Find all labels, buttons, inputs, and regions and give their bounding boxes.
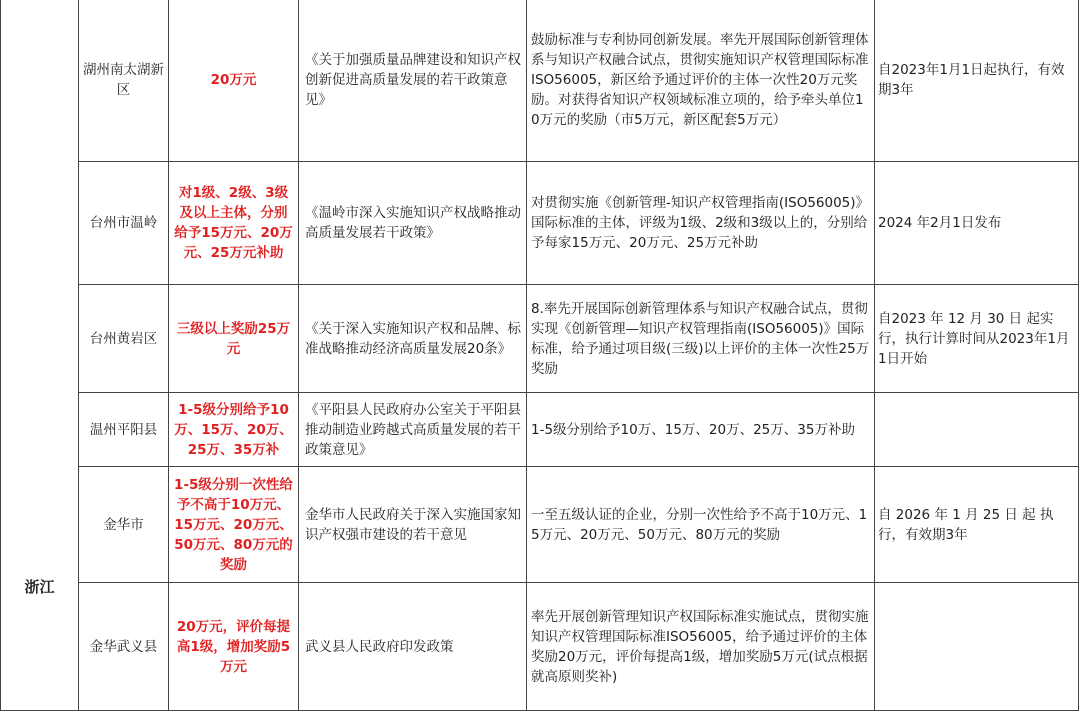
region-cell: 台州黄岩区 [79,285,169,393]
policy-cell: 武义县人民政府印发政策 [299,583,527,711]
table-row [1,583,1079,711]
policy-cell: 金华市人民政府关于深入实施国家知识产权强市建设的若干意见 [299,467,527,583]
province-cell [1,0,79,711]
date-cell [875,393,1079,467]
detail-cell: 鼓励标准与专利协同创新发展。率先开展国际创新管理体系与知识产权融合试点，贯彻实施知识产权管理国际标准ISO56005，新区给予通过评价的主体一次性20万元奖励。对获得省知识产权领域标准立项的，给予牵头单位10万元的奖励（市5万元，新区配套5万元） [527,0,875,162]
date-cell: 自 2026 年 1 月 25 日 起 执行，有效期3年 [875,467,1079,583]
detail-cell: 1-5级分别给予10万、15万、20万、25万、35万补助 [527,393,875,467]
policy-cell: 《温岭市深入实施知识产权战略推动高质量发展若干政策》 [299,162,527,285]
region-cell: 金华武义县 [79,583,169,711]
region-cell: 湖州南太湖新区 [79,0,169,162]
province-label: 浙江 [24,578,55,596]
region-cell: 台州市温岭 [79,162,169,285]
reward-cell: 1-5级分别给予10万、15万、20万、25万、35万补 [169,393,299,467]
reward-cell: 20万元，评价每提高1级，增加奖励5万元 [169,583,299,711]
date-cell: 自2023年1月1日起执行，有效期3年 [875,0,1079,162]
detail-cell: 8.率先开展国际创新管理体系与知识产权融合试点，贯彻实现《创新管理—知识产权管理指南(ISO56005)》国际标准，给予通过项目级(三级)以上评价的主体一次性25万奖励 [527,285,875,393]
date-cell [875,583,1079,711]
table-row [1,285,1079,393]
date-cell: 自2023 年 12 月 30 日 起实行，执行计算时间从2023年1月1日开始 [875,285,1079,393]
policy-cell: 《关于加强质量品牌建设和知识产权创新促进高质量发展的若干政策意见》 [299,0,527,162]
policy-cell: 《关于深入实施知识产权和品牌、标准战略推动经济高质量发展20条》 [299,285,527,393]
table-row [1,393,1079,467]
detail-cell: 一至五级认证的企业，分别一次性给予不高于10万元、15万元、20万元、50万元、80万元的奖励 [527,467,875,583]
table-row [1,162,1079,285]
reward-cell: 20万元 [169,0,299,162]
table-row [1,467,1079,583]
table-row [1,0,1079,162]
region-cell: 温州平阳县 [79,393,169,467]
date-cell: 2024 年2月1日发布 [875,162,1079,285]
reward-cell: 1-5级分别一次性给予不高于10万元、15万元、20万元、50万元、80万元的奖励 [169,467,299,583]
detail-cell: 对贯彻实施《创新管理-知识产权管理指南(ISO56005)》国际标准的主体，评级为1级、2级和3级以上的，分别给予每家15万元、20万元、25万元补助 [527,162,875,285]
reward-cell: 三级以上奖励25万元 [169,285,299,393]
region-cell: 金华市 [79,467,169,583]
policy-cell: 《平阳县人民政府办公室关于平阳县推动制造业跨越式高质量发展的若干政策意见》 [299,393,527,467]
detail-cell: 率先开展创新管理知识产权国际标准实施试点，贯彻实施知识产权管理国际标准ISO56005，给予通过评价的主体奖励20万元，评价每提高1级，增加奖励5万元(试点根据就高原则奖补) [527,583,875,711]
reward-cell: 对1级、2级、3级及以上主体，分别给予15万元、20万元、25万元补助 [169,162,299,285]
